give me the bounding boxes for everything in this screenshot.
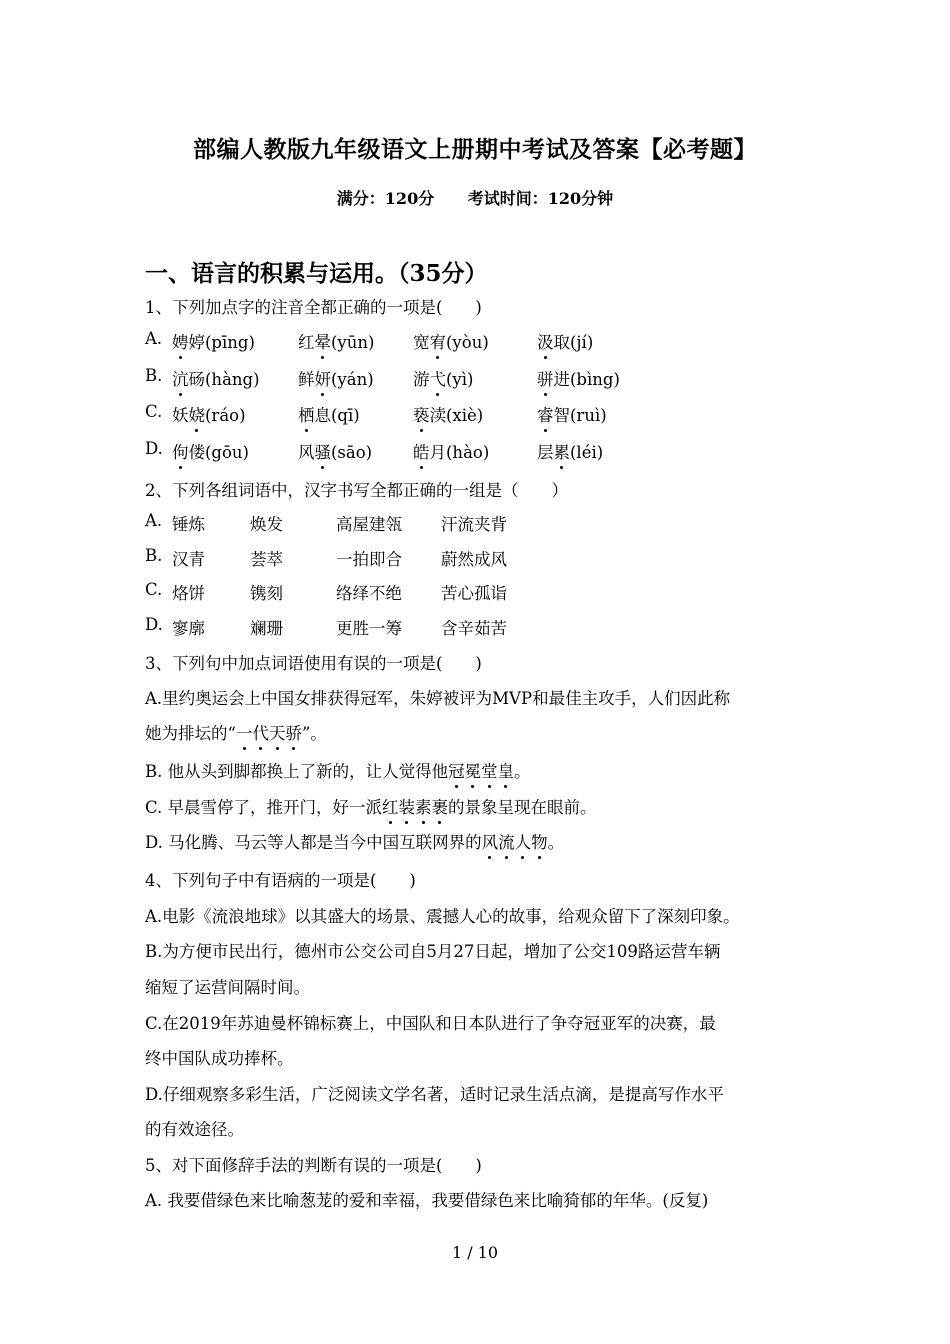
emphasis-char: 冠 — [448, 758, 465, 782]
exam-subtitle — [0, 186, 950, 209]
dotted-phrase — [448, 762, 514, 781]
option-item: 沆砀(hàng) — [172, 366, 260, 390]
question-4-option-b-line1: B.为方便市民出行，德州市公交公司自5月27日起，增加了公交109路运营车辆 — [145, 942, 721, 961]
question-3-option-b: B. 他从头到脚都换上了新的，让人觉得他冠冕堂皇。 — [145, 758, 531, 782]
emphasis-char: 风 — [482, 829, 499, 853]
emphasis-char: 佝 — [172, 439, 189, 463]
emphasis-char: 骚 — [315, 439, 332, 463]
question-3-option-a-line1: A.里约奥运会上中国女排获得冠军，朱婷被评为MVP和最佳主攻手，人们因此称 — [145, 689, 731, 708]
emphasis-char: 栖 — [298, 402, 315, 426]
question-4-option-c-line2: 终中国队成功捧杯。 — [145, 1049, 294, 1068]
option-item: 鲜妍(yán) — [298, 366, 374, 390]
option-label: C. — [145, 402, 163, 421]
question-3-option-a-line2: 她为排坛的“一代天骄”。 — [145, 720, 327, 744]
emphasis-char: 亵 — [413, 402, 430, 426]
emphasis-char: 一 — [236, 720, 253, 744]
question-1-stem: 1、下列加点字的注音全都正确的一项是( ) — [145, 298, 482, 317]
option-item: 焕发 — [250, 515, 283, 534]
option-label: B. — [145, 546, 163, 565]
option-item: 一拍即合 — [336, 550, 402, 569]
option-label: A. — [145, 511, 163, 530]
option-item: 佝偻(gōu) — [172, 439, 249, 463]
option-item: 娉婷(pīng) — [172, 329, 255, 353]
emphasis-char: 弋 — [430, 366, 447, 390]
question-3-stem: 3、下列句中加点词语使用有误的一项是( ) — [145, 654, 482, 673]
emphasis-char: 红 — [382, 794, 399, 818]
option-label: D. — [145, 439, 163, 458]
option-item: 汉青 — [172, 550, 205, 569]
full-score: 满分：120分 — [336, 189, 435, 208]
emphasis-char: 皓 — [413, 439, 430, 463]
question-5-stem: 5、对下面修辞手法的判断有误的一项是( ) — [145, 1156, 482, 1175]
option-item: 烙饼 — [172, 584, 205, 603]
option-item: 栖息(qī) — [298, 402, 360, 426]
option-item: 骈进(bìng) — [537, 366, 620, 390]
option-label: A. — [145, 329, 163, 348]
question-3-option-c: C. 早晨雪停了，推开门，好一派红装素裹的景象呈现在眼前。 — [145, 794, 597, 818]
exam-title: 部编人教版九年级语文上册期中考试及答案【必考题】 — [193, 136, 757, 163]
page-number: 1 / 10 — [451, 1243, 499, 1262]
option-item: 层累(léi) — [537, 439, 603, 463]
option-item: 妖娆(ráo) — [172, 402, 246, 426]
emphasis-char: 妍 — [315, 366, 332, 390]
option-item: 汗流夹背 — [441, 515, 507, 534]
option-item: 寥廓 — [172, 619, 205, 638]
option-item: 汲取(jí) — [537, 329, 593, 353]
option-item: 宽宥(yòu) — [413, 329, 489, 353]
emphasis-char: 素 — [415, 794, 432, 818]
section-heading-1: 一、语言的积累与运用。（35分） — [145, 260, 488, 287]
option-item: 锤炼 — [172, 515, 205, 534]
option-label: C. — [145, 580, 163, 599]
option-item: 红晕(yūn) — [298, 329, 374, 353]
emphasis-char: 冕 — [465, 758, 482, 782]
dotted-phrase — [236, 724, 302, 743]
question-4-option-a: A.电影《流浪地球》以其盛大的场景、震撼人心的故事，给观众留下了深刻印象。 — [145, 907, 740, 926]
emphasis-char: 代 — [252, 720, 269, 744]
question-4-stem: 4、下列句子中有语病的一项是( ) — [145, 871, 416, 890]
emphasis-char: 宥 — [430, 329, 447, 353]
question-5-option-a: A. 我要借绿色来比喻葱茏的爱和幸福，我要借绿色来比喻猗郁的年华。(反复) — [145, 1191, 709, 1210]
emphasis-char: 沆 — [172, 366, 189, 390]
option-item: 镌刻 — [250, 584, 283, 603]
option-item: 高屋建瓴 — [336, 515, 402, 534]
option-item: 络绎不绝 — [336, 584, 402, 603]
dotted-phrase — [482, 833, 548, 852]
emphasis-char: 皇 — [498, 758, 515, 782]
option-item: 风骚(sāo) — [298, 439, 372, 463]
option-item: 游弋(yì) — [413, 366, 473, 390]
question-4-option-b-line2: 缩短了运营间隔时间。 — [145, 978, 310, 997]
emphasis-char: 骄 — [285, 720, 302, 744]
emphasis-char: 汲 — [537, 329, 554, 353]
emphasis-char: 骈 — [537, 366, 554, 390]
emphasis-char: 睿 — [537, 402, 554, 426]
emphasis-char: 流 — [498, 829, 515, 853]
option-label: D. — [145, 615, 163, 634]
emphasis-char: 堂 — [481, 758, 498, 782]
option-item: 睿智(ruì) — [537, 402, 607, 426]
emphasis-char: 娆 — [189, 402, 206, 426]
question-3-option-d: D. 马化腾、马云等人都是当今中国互联网界的风流人物。 — [145, 829, 564, 853]
option-label: B. — [145, 366, 163, 385]
option-item: 皓月(hào) — [413, 439, 489, 463]
emphasis-char: 人 — [515, 829, 532, 853]
option-item: 苦心孤诣 — [441, 584, 507, 603]
option-item: 蔚然成风 — [441, 550, 507, 569]
option-item: 含辛茹苦 — [441, 619, 507, 638]
emphasis-char: 晕 — [315, 329, 332, 353]
option-item: 更胜一筹 — [336, 619, 402, 638]
emphasis-char: 天 — [269, 720, 286, 744]
option-item: 荟萃 — [250, 550, 283, 569]
question-4-option-d-line2: 的有效途径。 — [145, 1120, 244, 1139]
emphasis-char: 装 — [399, 794, 416, 818]
question-4-option-d-line1: D.仔细观察多彩生活，广泛阅读文学名著，适时记录生活点滴，是提高写作水平 — [145, 1085, 724, 1104]
question-2-stem: 2、下列各组词语中，汉字书写全都正确的一组是（ ） — [145, 481, 568, 500]
exam-time: 考试时间：120分钟 — [467, 189, 614, 208]
option-item: 亵渎(xiè) — [413, 402, 483, 426]
option-item: 斓珊 — [250, 619, 283, 638]
question-4-option-c-line1: C.在2019年苏迪曼杯锦标赛上，中国队和日本队进行了争夺冠亚军的决赛，最 — [145, 1014, 716, 1033]
emphasis-char: 裹 — [432, 794, 449, 818]
emphasis-char: 累 — [554, 439, 571, 463]
dotted-phrase — [382, 798, 448, 817]
emphasis-char: 物 — [531, 829, 548, 853]
emphasis-char: 娉 — [172, 329, 189, 353]
